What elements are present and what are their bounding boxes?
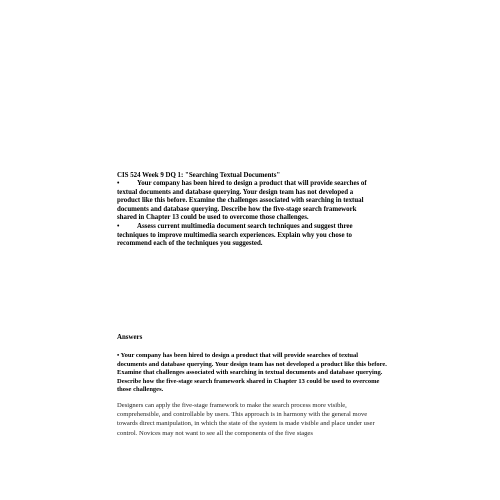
answers-bullet: • Your company has been hired to design a product that will provide searches of textual documents and database querying. Your design team has not developed a product like this before. Examine that challenges associated with searching in textual documents and database querying. Describe how the five-stage search framework shared in Chapter 13 could be used to overcome those challenges. <box>117 352 387 394</box>
question-bullet-1-text: Your company has been hired to design a product that will provide searches of textual documents and database querying. Your design team has not developed a product like this before. Examine the challenges associated with searching in textual documents and database querying. Describe how the five-stage search framework shared in Chapter 13 could be used to overcome those challenges. <box>117 180 367 222</box>
question-title: CIS 524 Week 9 DQ 1: "Searching Textual Documents" <box>117 172 281 179</box>
question-bullet-2-text: Assess current multimedia document search techniques and suggest three techniques to improve multimedia search experiences. Explain why you chose to recommend each of the techniques you suggested. <box>117 222 353 248</box>
bullet-marker: • <box>117 222 120 230</box>
answers-title: Answers <box>117 334 143 341</box>
answers-paragraph: Designers can apply the five-stage framework to make the search process more visible, comprehensible, and controllable by users. This approach is in harmony with the general move towards direct manipulation, in which the state of the system is made visible and place under user control. Novices may not want to see all the components of the five stages <box>117 401 375 437</box>
answers-section <box>117 334 387 438</box>
question-bullet-2 <box>117 223 377 249</box>
question-bullet-1 <box>117 180 377 223</box>
question-section <box>117 171 377 249</box>
bullet-marker: • <box>117 180 120 187</box>
